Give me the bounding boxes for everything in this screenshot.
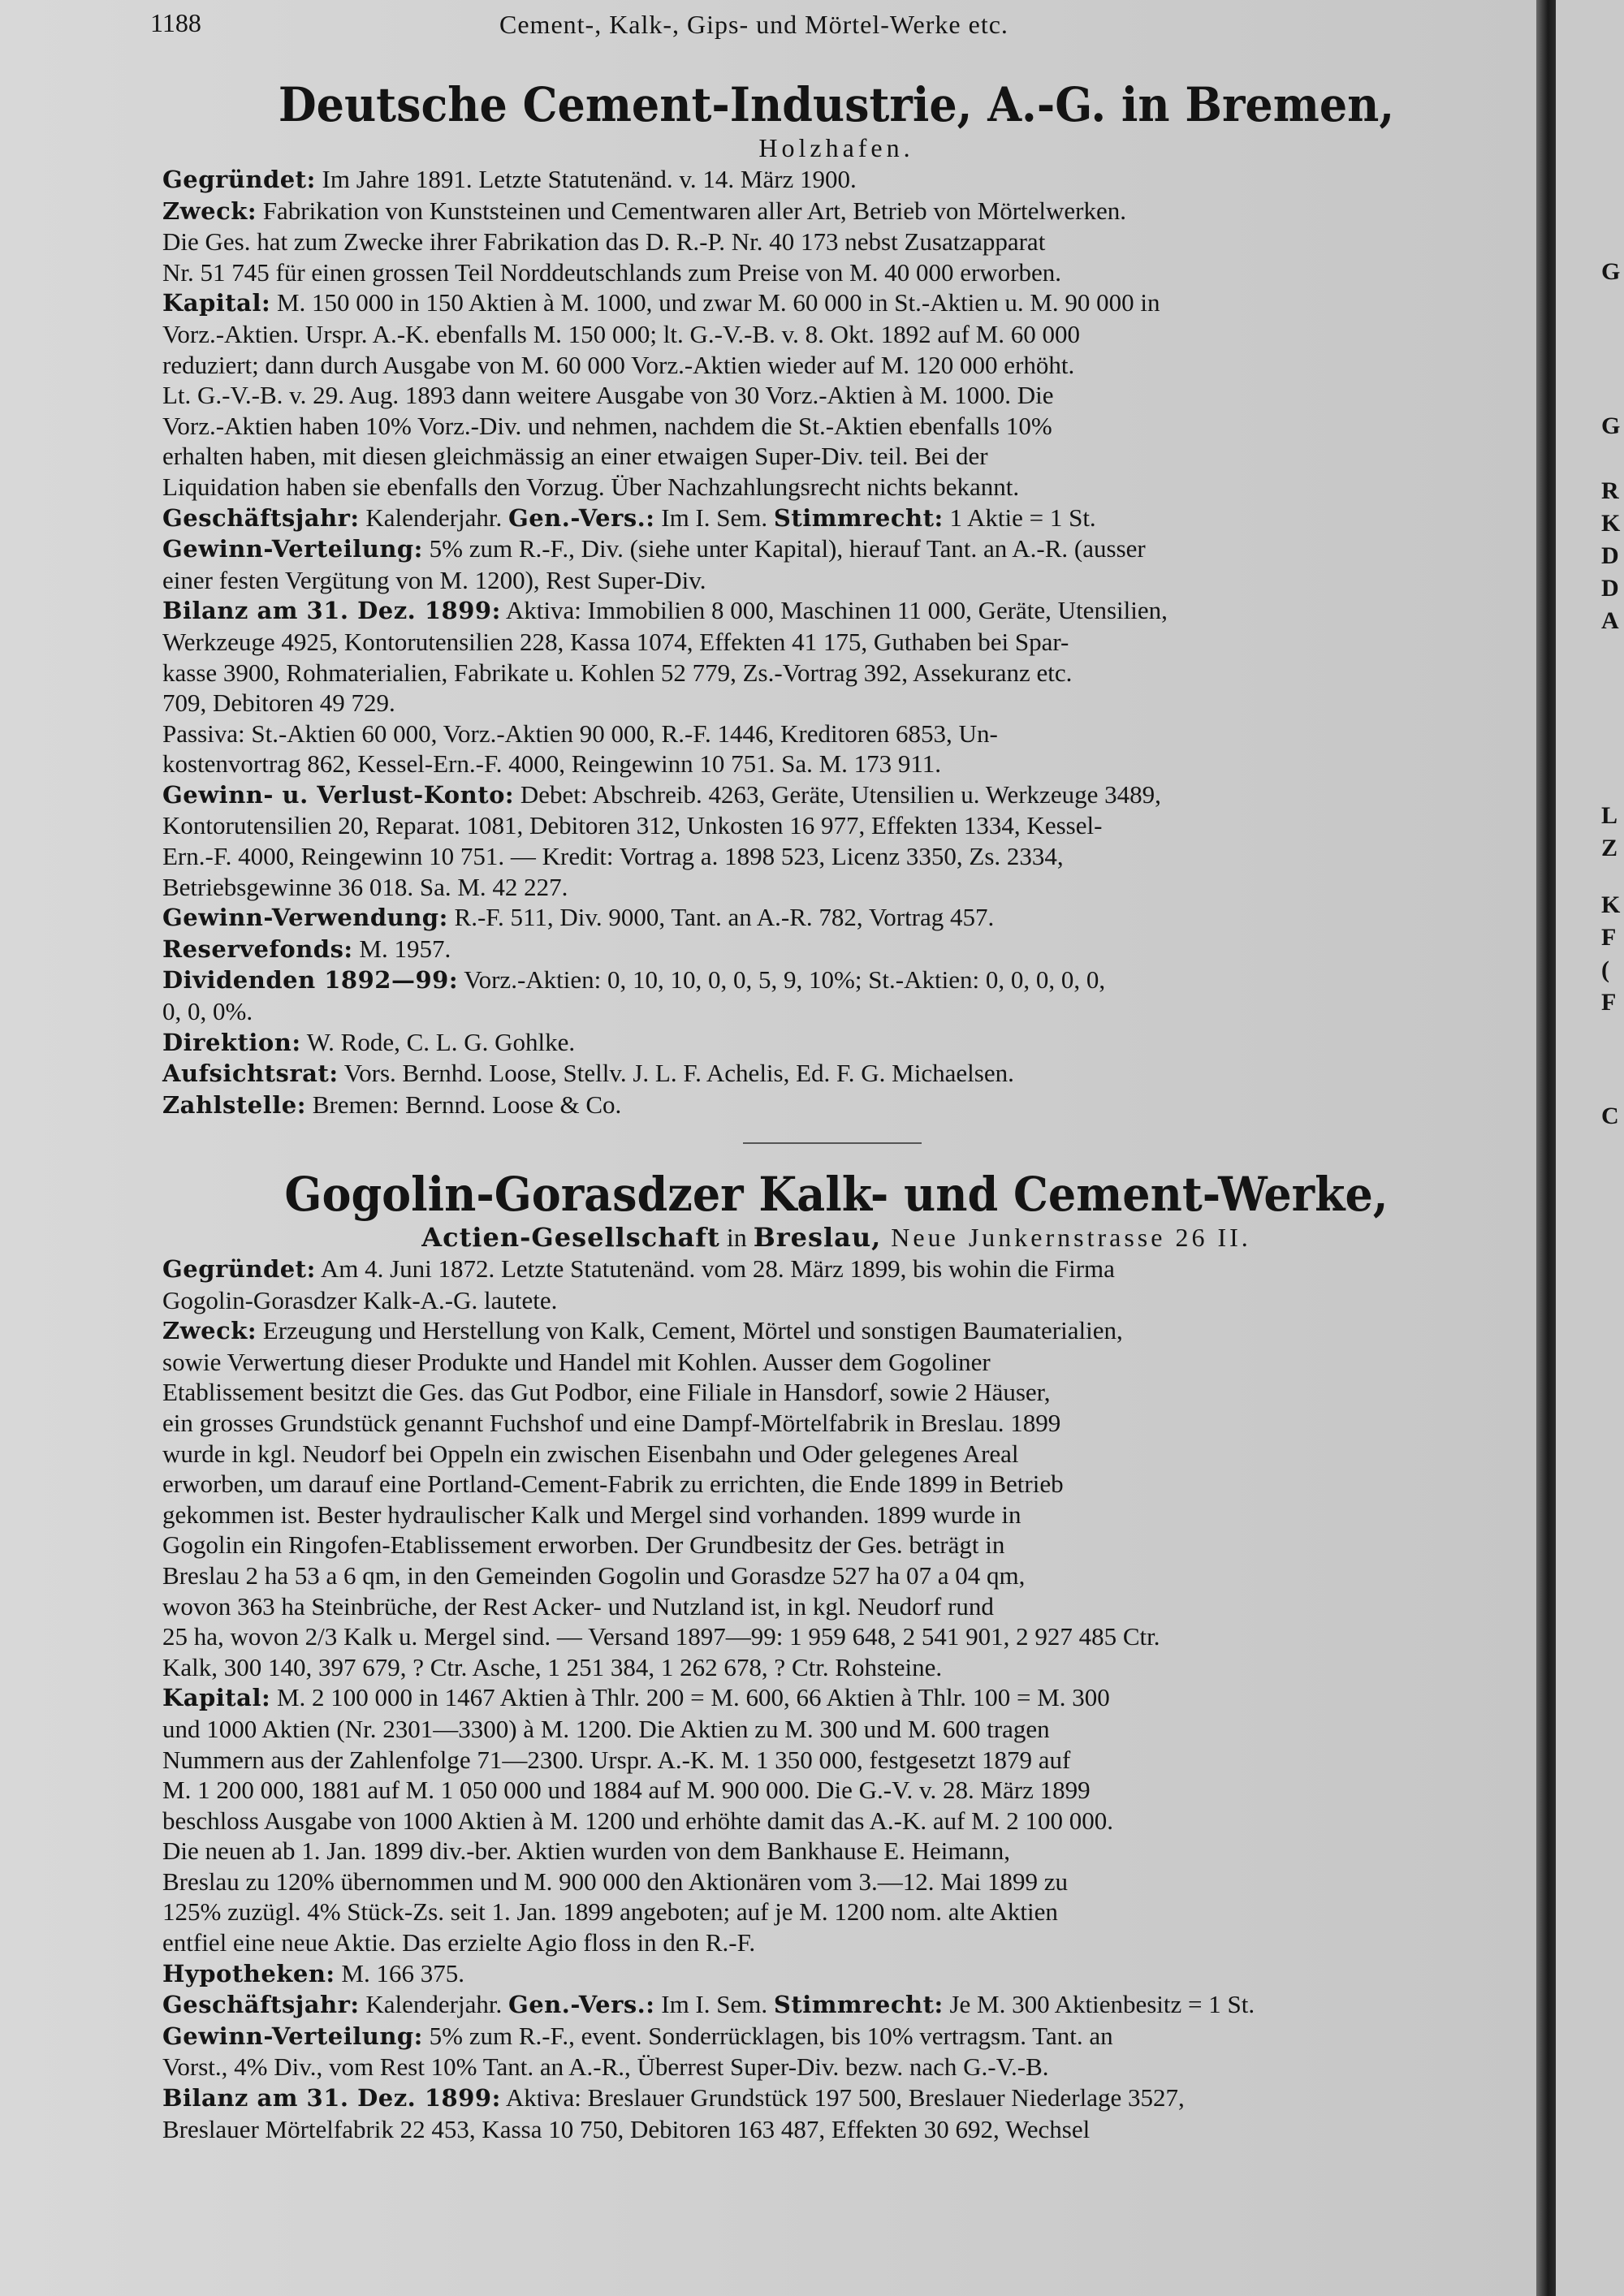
article-subtitle: Holzhafen.	[758, 133, 914, 162]
entry-label: Stimmrecht:	[773, 503, 944, 532]
article-deutsche-cement-industrie	[162, 78, 1510, 1120]
entry-label: Kapital:	[162, 289, 271, 317]
entry-line	[162, 2021, 1510, 2052]
entry-line	[162, 902, 1510, 934]
entry-label: Gewinn- u. Verlust-Konto:	[162, 780, 515, 809]
entry-continuation	[162, 1836, 1510, 1867]
entry-text: Die Ges. hat zum Zwecke ihrer Fabrikation das D. R.-P. Nr. 40 173 nebst Zusatzapparat	[162, 227, 1046, 257]
entry-label: Gen.-Vers.:	[508, 1991, 655, 2019]
entry-text: reduziert; dann durch Ausgabe von M. 60 000 Vorz.-Aktien wieder auf M. 120 000 erhöht.	[162, 350, 1075, 379]
entry-line	[162, 934, 1510, 965]
entry-label: Zweck:	[162, 1317, 257, 1345]
entry-line	[162, 2082, 1510, 2114]
entry-text: Breslauer Mörtelfabrik 22 453, Kassa 10 750, Debitoren 163 487, Effekten 30 692, Wechsel	[162, 2114, 1091, 2143]
entry-line	[162, 1315, 1510, 1347]
entry-text: Vorz.-Aktien. Urspr. A.-K. ebenfalls M. 150 000; lt. G.-V.-B. v. 8. Okt. 1892 auf M. 60 000	[162, 319, 1080, 348]
entry-text: Ern.-F. 4000, Reingewinn 10 751. — Kredit: Vortrag a. 1898 523, Licenz 3350, Zs. 2334,	[162, 842, 1064, 871]
adjacent-page-edge	[1556, 0, 1624, 2296]
page-header	[0, 8, 1547, 44]
entry-continuation	[162, 257, 1510, 288]
entry-text: R.-F. 511, Div. 9000, Tant. an A.-R. 782, Vortrag 457.	[447, 903, 995, 932]
entry-line	[162, 1254, 1510, 1285]
entry-line	[162, 1989, 1510, 2021]
entry-label: Gen.-Vers.:	[508, 503, 655, 532]
entry-text: und 1000 Aktien (Nr. 2301—3300) à M. 1200. Die Aktien zu M. 300 und M. 600 tragen	[162, 1714, 1050, 1743]
entry-line	[162, 1682, 1510, 1714]
entry-text: Liquidation haben sie ebenfalls den Vorzug. Über Nachzahlungsrecht nichts bekannt.	[162, 472, 1020, 501]
company-address: Neue Junkernstrasse 26 II.	[881, 1223, 1251, 1252]
entry-label: Bilanz am 31. Dez. 1899:	[162, 2084, 501, 2113]
entry-label: Bilanz am 31. Dez. 1899:	[162, 597, 501, 625]
subtitle-in: in	[719, 1223, 754, 1252]
entry-continuation	[162, 1439, 1510, 1470]
entry-text: entfiel eine neue Aktie. Das erzielte Agio floss in den R.-F.	[162, 1928, 756, 1957]
entry-text: Passiva: St.-Aktien 60 000, Vorz.-Aktien 90 000, R.-F. 1446, Kreditoren 6853, Un-	[162, 719, 998, 748]
entry-text: Etablissement besitzt die Ges. das Gut Podbor, eine Filiale in Hansdorf, sowie 2 Häuser,	[162, 1378, 1051, 1407]
entry-continuation	[162, 719, 1510, 749]
entry-text: Im I. Sem.	[654, 1990, 774, 2019]
entry-text: 1 Aktie = 1 St.	[943, 503, 1096, 532]
company-form: Actien-Gesellschaft	[421, 1222, 720, 1253]
entry-text: Fabrikation von Kunststeinen und Cementwaren aller Art, Betrieb von Mörtelwerken.	[257, 196, 1127, 225]
entry-line	[162, 965, 1510, 996]
edge-letter: K	[1601, 510, 1621, 537]
entry-continuation	[162, 1469, 1510, 1500]
entry-continuation	[162, 1714, 1510, 1745]
article-gogolin-gorasdzer	[162, 1167, 1510, 2144]
entry-continuation	[162, 872, 1510, 903]
edge-letter: F	[1601, 924, 1617, 951]
entry-text: Je M. 300 Aktienbesitz = 1 St.	[943, 1990, 1255, 2019]
entry-label: Zweck:	[162, 196, 257, 225]
entry-continuation	[162, 1408, 1510, 1439]
edge-letter: K	[1601, 891, 1621, 918]
entry-label: Direktion:	[162, 1028, 301, 1056]
edge-letter: F	[1601, 989, 1617, 1016]
entry-text: erworben, um darauf eine Portland-Cement-Fabrik zu errichten, die Ende 1899 in Betrieb	[162, 1470, 1064, 1499]
entry-line	[162, 1090, 1510, 1121]
entry-continuation	[162, 1285, 1510, 1316]
entry-continuation	[162, 1806, 1510, 1836]
entry-text: 5% zum R.-F., event. Sonderrücklagen, bis 10% vertragsm. Tant. an	[422, 2021, 1113, 2050]
entry-text: Im Jahre 1891. Letzte Statutenänd. v. 14. März 1900.	[315, 165, 857, 193]
entry-text: Bremen: Bernnd. Loose & Co.	[305, 1090, 622, 1119]
entry-continuation	[162, 350, 1510, 381]
entry-text: M. 1957.	[352, 934, 451, 963]
entry-continuation	[162, 1775, 1510, 1806]
article-title: Deutsche Cement-Industrie, A.-G. in Bremen,	[278, 77, 1395, 132]
entry-text: erhalten haben, mit diesen gleichmässig an einer etwaigen Super-Div. teil. Bei der	[162, 442, 988, 471]
entry-label: Stimmrecht:	[773, 1991, 944, 2019]
entry-line	[162, 779, 1510, 811]
entry-continuation	[162, 810, 1510, 841]
entry-text: 125% zuzügl. 4% Stück-Zs. seit 1. Jan. 1899 angeboten; auf je M. 1200 nom. alte Aktien	[162, 1897, 1058, 1927]
edge-letter: L	[1601, 802, 1618, 829]
edge-letter: C	[1601, 1103, 1619, 1129]
entry-text: M. 1 200 000, 1881 auf M. 1 050 000 und 1884 auf M. 900 000. Die G.-V. v. 28. März 1899	[162, 1776, 1091, 1805]
page-number: 1188	[150, 8, 201, 37]
entry-continuation	[162, 688, 1510, 719]
entry-line	[162, 1058, 1510, 1090]
edge-letter: A	[1601, 607, 1619, 634]
entry-text: Gogolin ein Ringofen-Etablissement erworben. Der Grundbesitz der Ges. beträgt in	[162, 1530, 1005, 1560]
entry-text: Aktiva: Breslauer Grundstück 197 500, Breslauer Niederlage 3527,	[500, 2083, 1185, 2113]
entry-continuation	[162, 658, 1510, 688]
entry-label: Gewinn-Verteilung:	[162, 535, 423, 563]
entry-continuation	[162, 1927, 1510, 1958]
section-divider	[743, 1142, 922, 1144]
entry-continuation	[162, 1652, 1510, 1683]
entry-label: Gegründet:	[162, 166, 316, 193]
entry-continuation	[162, 1500, 1510, 1530]
entry-text: Erzeugung und Herstellung von Kalk, Cement, Mörtel und sonstigen Baumaterialien,	[257, 1316, 1123, 1345]
entry-text: Vorz.-Aktien haben 10% Vorz.-Div. und nehmen, nachdem die St.-Aktien ebenfalls 10%	[162, 411, 1052, 440]
entry-line	[162, 533, 1510, 565]
entry-continuation	[162, 1897, 1510, 1927]
entry-label: Geschäftsjahr:	[162, 503, 360, 532]
edge-letter: (	[1601, 956, 1609, 983]
entry-line	[162, 503, 1510, 534]
entry-continuation	[162, 319, 1510, 350]
entry-text: 0, 0, 0%.	[162, 997, 253, 1026]
entry-text: ein grosses Grundstück genannt Fuchshof und eine Dampf-Mörtelfabrik in Breslau. 1899	[162, 1408, 1061, 1437]
entry-text: Breslau 2 ha 53 a 6 qm, in den Gemeinden Gogolin und Gorasdze 527 ha 07 a 04 qm,	[162, 1560, 1026, 1590]
article-body	[162, 1254, 1510, 2144]
entry-continuation	[162, 2052, 1510, 2082]
entry-text: Kalenderjahr.	[359, 1990, 508, 2019]
entry-text: kostenvortrag 862, Kessel-Ern.-F. 4000, Reingewinn 10 751. Sa. M. 173 911.	[162, 749, 941, 779]
entry-continuation	[162, 627, 1510, 658]
entry-line	[162, 196, 1510, 227]
entry-text: einer festen Vergütung von M. 1200), Rest Super-Div.	[162, 565, 706, 594]
entry-line	[162, 164, 1510, 196]
entry-text: Am 4. Juni 1872. Letzte Statutenänd. vom 28. März 1899, bis wohin die Firma	[315, 1254, 1115, 1283]
edge-letter: Z	[1601, 835, 1618, 861]
entry-label: Dividenden 1892—99:	[162, 966, 459, 995]
entry-continuation	[162, 380, 1510, 411]
entry-text: Vorz.-Aktien: 0, 10, 10, 0, 0, 5, 9, 10%; St.-Aktien: 0, 0, 0, 0, 0,	[458, 965, 1106, 995]
edge-letter: R	[1601, 477, 1619, 504]
entry-line	[162, 595, 1510, 627]
book-gutter	[1536, 0, 1556, 2296]
entry-text: Kontorutensilien 20, Reparat. 1081, Debitoren 312, Unkosten 16 977, Effekten 1334, Kessel-	[162, 811, 1103, 840]
entry-label: Gegründet:	[162, 1255, 316, 1283]
entry-text: Werkzeuge 4925, Kontorutensilien 228, Kassa 1074, Effekten 41 175, Guthaben bei Spar-	[162, 627, 1069, 656]
entry-continuation	[162, 1745, 1510, 1776]
entry-continuation	[162, 472, 1510, 503]
entry-continuation	[162, 841, 1510, 872]
entry-label: Kapital:	[162, 1684, 271, 1712]
entry-label: Gewinn-Verteilung:	[162, 2022, 423, 2050]
entry-continuation	[162, 1377, 1510, 1408]
entry-continuation	[162, 565, 1510, 596]
entry-continuation	[162, 2114, 1510, 2145]
entry-continuation	[162, 1591, 1510, 1622]
entry-continuation	[162, 227, 1510, 257]
entry-text: wurde in kgl. Neudorf bei Oppeln ein zwischen Eisenbahn und Oder gelegenes Areal	[162, 1439, 1019, 1468]
entry-continuation	[162, 441, 1510, 472]
edge-letter: G	[1601, 258, 1621, 285]
entry-text: M. 2 100 000 in 1467 Aktien à Thlr. 200 = M. 600, 66 Aktien à Thlr. 100 = M. 300	[270, 1683, 1110, 1712]
entry-label: Zahlstelle:	[162, 1090, 306, 1119]
entry-text: W. Rode, C. L. G. Gohlke.	[300, 1027, 576, 1056]
entry-continuation	[162, 1867, 1510, 1897]
entry-continuation	[162, 996, 1510, 1027]
article-body	[162, 164, 1510, 1120]
entry-text: 709, Debitoren 49 729.	[162, 688, 395, 718]
entry-continuation	[162, 411, 1510, 442]
entry-text: M. 150 000 in 150 Aktien à M. 1000, und zwar M. 60 000 in St.-Aktien u. M. 90 000 in	[270, 288, 1160, 317]
entry-text: gekommen ist. Bester hydraulischer Kalk und Mergel sind vorhanden. 1899 wurde in	[162, 1500, 1021, 1529]
company-city: Breslau,	[753, 1222, 882, 1253]
entry-text: Gogolin-Gorasdzer Kalk-A.-G. lautete.	[162, 1285, 558, 1314]
entry-label: Hypotheken:	[162, 1959, 335, 1987]
running-head: Cement-, Kalk-, Gips- und Mörtel-Werke etc.	[499, 10, 1009, 39]
entry-text: Vorst., 4% Div., vom Rest 10% Tant. an A.-R., Überrest Super-Div. bezw. nach G.-V.-B.	[162, 2052, 1049, 2082]
entry-text: Kalk, 300 140, 397 679, ? Ctr. Asche, 1 251 384, 1 262 678, ? Ctr. Rohsteine.	[162, 1652, 943, 1681]
entry-line	[162, 287, 1510, 319]
entry-text: wovon 363 ha Steinbrüche, der Rest Acker- und Nutzland ist, in kgl. Neudorf rund	[162, 1591, 994, 1621]
article-subtitle	[162, 1221, 1510, 1254]
entry-continuation	[162, 749, 1510, 779]
article-title: Gogolin-Gorasdzer Kalk- und Cement-Werke,	[284, 1167, 1389, 1222]
edge-letter: D	[1601, 575, 1619, 602]
entry-text: 5% zum R.-F., Div. (siehe unter Kapital), hierauf Tant. an A.-R. (ausser	[422, 534, 1146, 563]
entry-text: sowie Verwertung dieser Produkte und Handel mit Kohlen. Ausser dem Gogoliner	[162, 1347, 991, 1376]
edge-letter: D	[1601, 542, 1619, 569]
entry-text: Nr. 51 745 für einen grossen Teil Norddeutschlands zum Preise von M. 40 000 erworben.	[162, 257, 1062, 287]
entry-label: Geschäftsjahr:	[162, 1991, 360, 2019]
edge-letter: G	[1601, 412, 1621, 439]
entry-label: Aufsichtsrat:	[162, 1060, 339, 1088]
entry-label: Gewinn-Verwendung:	[162, 904, 448, 932]
entry-line	[162, 1958, 1510, 1990]
entry-text: Aktiva: Immobilien 8 000, Maschinen 11 000, Geräte, Utensilien,	[500, 596, 1168, 625]
entry-text: Im I. Sem.	[654, 503, 774, 532]
entry-continuation	[162, 1621, 1510, 1652]
entry-text: Debet: Abschreib. 4263, Geräte, Utensilien u. Werkzeuge 3489,	[514, 779, 1161, 809]
entry-text: Lt. G.-V.-B. v. 29. Aug. 1893 dann weitere Ausgabe von 30 Vorz.-Aktien à M. 1000. Die	[162, 381, 1054, 410]
entry-text: Vors. Bernhd. Loose, Stellv. J. L. F. Achelis, Ed. F. G. Michaelsen.	[338, 1059, 1014, 1088]
entry-continuation	[162, 1530, 1510, 1560]
entry-text: M. 166 375.	[335, 1958, 464, 1987]
entry-line	[162, 1027, 1510, 1059]
entry-label: Reservefonds:	[162, 934, 353, 963]
entry-text: beschloss Ausgabe von 1000 Aktien à M. 1200 und erhöhte damit das A.-K. auf M. 2 100 000.	[162, 1806, 1113, 1835]
entry-text: Nummern aus der Zahlenfolge 71—2300. Urspr. A.-K. M. 1 350 000, festgesetzt 1879 auf	[162, 1745, 1071, 1774]
entry-text: Betriebsgewinne 36 018. Sa. M. 42 227.	[162, 872, 568, 901]
entry-text: 25 ha, wovon 2/3 Kalk u. Mergel sind. — Versand 1897—99: 1 959 648, 2 541 901, 2 927 485 Ctr.	[162, 1622, 1160, 1651]
entry-text: Die neuen ab 1. Jan. 1899 div.-ber. Aktien wurden von dem Bankhause E. Heimann,	[162, 1836, 1010, 1866]
entry-text: Breslau zu 120% übernommen und M. 900 000 den Aktionären vom 3.—12. Mai 1899 zu	[162, 1867, 1068, 1896]
entry-continuation	[162, 1347, 1510, 1378]
entry-continuation	[162, 1560, 1510, 1591]
entry-text: Kalenderjahr.	[359, 503, 508, 532]
entry-text: kasse 3900, Rohmaterialien, Fabrikate u. Kohlen 52 779, Zs.-Vortrag 392, Assekuranz etc.	[162, 658, 1073, 687]
